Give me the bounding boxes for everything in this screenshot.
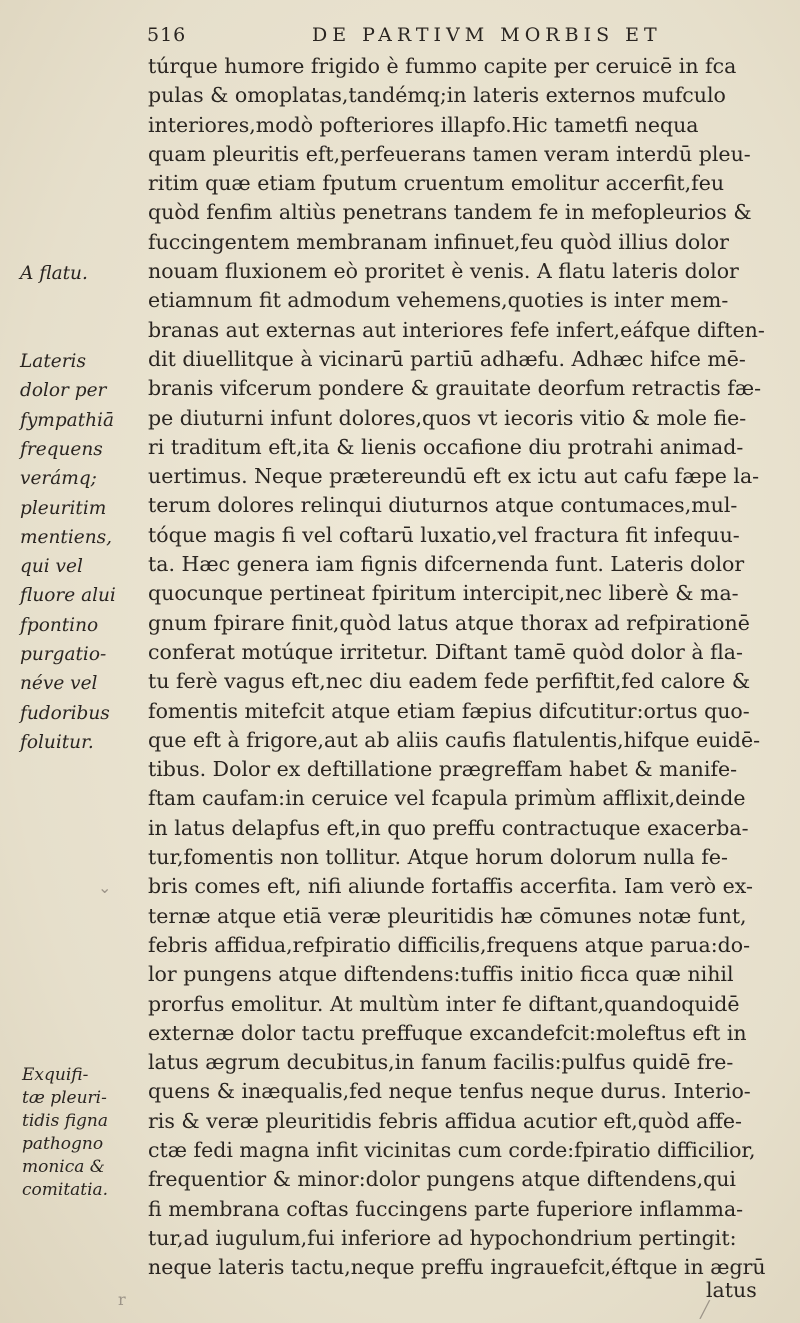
text-line: uertimus. Neque prætereundū eft ex ictu aut cafu fæpe la- (148, 464, 760, 489)
text-line: bris comes eft, nifi aliunde fortaffis accerfita. Iam verò ex- (148, 874, 753, 899)
text-line: ris & veræ pleuritidis febris affidua acutior eft,quòd affe- (148, 1108, 742, 1133)
text-line: prorfus emolitur. At multùm inter fe diftant,quandoquidē (148, 991, 740, 1016)
text-line: tur,ad iugulum,fui inferiore ad hypochondrium pertingit: (148, 1225, 737, 1250)
text-line: tur,fomentis non tollitur. Atque horum dolorum nulla fe- (148, 845, 728, 870)
text-line: túrque humore frigido è fummo capite per ceruicē in fca (148, 54, 737, 78)
margin-note-lower: monica & (22, 1157, 105, 1177)
text-line: dit diuellitque à vicinarū partiū adhæfu. Adhæc hifce mē- (148, 346, 746, 371)
margin-note: dolor per (20, 380, 107, 402)
text-line: lor pungens atque diftendens:tuffis initio ficca quæ nihil (148, 962, 734, 987)
text-line: terum dolores relinqui diuturnos atque contumaces,mul- (148, 493, 738, 518)
text-line: nouam fluxionem eò proritet è venis. A flatu lateris dolor (148, 259, 739, 284)
text-line: interiores,modò pofteriores illapfo.Hic tametfi nequa (148, 112, 699, 137)
text-line: pulas & omoplatas,tandémq;in lateris externos mufculo (148, 83, 726, 108)
text-line: quam pleuritis eft,perfeuerans tamen veram interdū pleu- (148, 141, 751, 166)
margin-note: A flatu. (20, 263, 88, 285)
margin-note: néve vel (20, 673, 98, 695)
text-line: branis vifcerum pondere & grauitate deorfum retractis fæ- (148, 376, 762, 401)
text-line: in latus delapfus eft,in quo preffu contractuque exacerba- (148, 815, 749, 840)
running-head: DE PARTIVM MORBIS ET (312, 24, 662, 46)
margin-note: pleuritim (20, 497, 107, 519)
text-line: tu ferè vagus eft,nec diu eadem fede perfiftit,fed calore & (148, 669, 751, 694)
margin-note: foluitur. (20, 731, 94, 753)
text-line: externæ dolor tactu preffuque excandefcit:moleftus eft in (148, 1020, 747, 1045)
text-line: fomentis mitefcit atque etiam fæpius difcutitur:ortus quo- (148, 698, 750, 723)
text-line: febris affidua,refpiratio difficilis,frequens atque parua:do- (148, 932, 751, 957)
text-line: branas aut externas aut interiores fefe infert,eáfque diften- (148, 317, 765, 342)
book-page: 516 DE PARTIVM MORBIS ET túrque humore frigido è fummo capite per ceruicē in fca pulas & omoplatas,tandémq;in lateris externos mufculo interiores,modò pofteriores illapfo.Hic tametfi nequa quam pleuritis eft,perfeuerans tamen veram interdū pleu- ritim quæ etiam fputum cruentum emolitur accerfit,feu quòd fenfim altiùs penetrans tandem fe in mefopleurios & fuccingentem membranam infinuet,feu quòd illius dolor nouam fluxionem eò proritet è venis. A flatu lateris dolor etiamnum fit admodum vehemens,quoties is inter mem- branas aut externas aut interiores fefe infert,eáfque diften- dit diuellitque à vicinarū partiū adhæfu. Adhæc hifce mē- branis vifcerum pondere & grauitate deorfum retractis fæ- pe diuturni infunt dolores,quos vt iecoris vitio & mole fie- ri traditum eft,ita & lienis occafione diu protrahi animad- uertimus. Neque prætereundū eft ex ictu aut cafu fæpe la- terum dolores relinqui diuturnos atque contumaces,mul- tóque magis fi vel coftarū luxatio,vel fractura fit infequu- ta. Hæc genera iam fignis difcernenda funt. Lateris dolor quocunque pertineat fpiritum intercipit,nec liberè & ma- gnum fpirare finit,quòd latus atque thorax ad refpirationē conferat motúque irritetur. Diftant tamē quòd dolor à fla- tu ferè vagus eft,nec diu eadem fede perfiftit,fed calore & fomentis mitefcit atque etiam fæpius difcutitur:ortus quo- que eft à frigore,aut ab aliis caufis flatulentis,hifque euidē- tibus. Dolor ex deftillatione prægreffam habet & manife- ftam caufam:in ceruice vel fcapula primùm afflixit,deinde in latus delapfus eft,in quo preffu contractuque exacerba- tur,fomentis non tollitur. Atque horum dolorum nulla fe- bris comes eft, nifi aliunde fortaffis accerfita. Iam verò ex- ternæ atque etiā veræ pleuritidis hæ cōmunes notæ funt, febris affidua,refpiratio difficilis,frequens atque parua:do- lor pungens atque diftendens:tuffis initio ficca quæ nihil prorfus emolitur. At multùm inter fe diftant,quandoquidē externæ dolor tactu preffuque excandefcit:moleftus eft in latus ægrum decubitus,in fanum facilis:pulfus quidē fre- quens & inæqualis,fed neque tenfus neque durus. Interio- ris & veræ pleuritidis febris affidua acutior eft,quòd affe- ctæ fedi magna infit vicinitas cum corde:fpiratio difficilior, frequentior & minor:dolor pungens atque diftendens,qui fi membrana coftas fuccingens parte fuperiore inflamma- tur,ad iugulum,fui inferiore ad hypochondrium pertingit: neque lateris tactu,neque preffu ingrauefcit,éftque in ægrū A flatu. Lateris dolor per fympathiā frequens verámq; pleuritim mentiens, qui vel fluore alui fpontino purgatio- néve vel fudoribus foluitur. Exquifi- tæ pleuri- tidis figna pathogno monica & comitatia. latus ⌄ r ╱ (0, 0, 800, 1323)
margin-note: Lateris (20, 351, 86, 372)
margin-note: verámq; (20, 468, 97, 490)
text-line: ri traditum eft,ita & lienis occafione diu protrahi animad- (148, 434, 744, 459)
margin-note-lower: tæ pleuri- (22, 1088, 107, 1108)
margin-note: purgatio- (20, 644, 107, 665)
main-text-column (148, 52, 790, 1282)
margin-note: mentiens, (20, 526, 112, 548)
text-line: quòd fenfim altiùs penetrans tandem fe in mefopleurios & (148, 200, 752, 225)
text-line: quocunque pertineat fpiritum intercipit,nec liberè & ma- (148, 581, 739, 606)
margin-note-lower: Exquifi- (22, 1065, 89, 1085)
text-line: tibus. Dolor ex deftillatione prægreffam habet & manife- (148, 757, 738, 782)
text-line: ta. Hæc genera iam fignis difcernenda funt. Lateris dolor (148, 552, 745, 577)
text-line: quens & inæqualis,fed neque tenfus neque durus. Interio- (148, 1079, 751, 1104)
text-line: frequentior & minor:dolor pungens atque diftendens,qui (148, 1167, 736, 1192)
margin-note: fpontino (20, 614, 99, 636)
text-line: latus ægrum decubitus,in fanum facilis:pulfus quidē fre- (148, 1050, 734, 1075)
margin-note-lower: tidis figna (22, 1111, 109, 1131)
text-line: neque lateris tactu,neque preffu ingrauefcit,éftque in ægrū (148, 1255, 766, 1280)
text-line: ternæ atque etiā veræ pleuritidis hæ cōmunes notæ funt, (148, 903, 747, 928)
text-line: tóque magis fi vel coftarū luxatio,vel fractura fit infequu- (148, 522, 740, 547)
text-line: que eft à frigore,aut ab aliis caufis flatulentis,hifque euidē- (148, 727, 761, 752)
catchword: latus (706, 1278, 757, 1302)
margin-note-lower: comitatia. (22, 1180, 109, 1200)
text-line: conferat motúque irritetur. Diftant tamē quòd dolor à fla- (148, 639, 743, 664)
page-header (147, 22, 787, 52)
margin-note: frequens (20, 438, 103, 460)
margin-note: fympathiā (20, 409, 115, 431)
text-line: fuccingentem membranam infinuet,feu quòd illius dolor (148, 229, 729, 254)
margin-note: fluore alui (20, 585, 116, 607)
margin-note-lower: pathogno (22, 1134, 104, 1154)
margin-note: qui vel (20, 556, 83, 578)
text-line: pe diuturni infunt dolores,quos vt iecoris vitio & mole fie- (148, 405, 747, 430)
page-number: 516 (147, 24, 187, 46)
text-line: ftam caufam:in ceruice vel fcapula primùm afflixit,deinde (148, 786, 746, 811)
text-line: etiamnum fit admodum vehemens,quoties is inter mem- (148, 288, 729, 313)
text-line: ctæ fedi magna infit vicinitas cum corde:fpiratio difficilior, (148, 1137, 756, 1162)
text-line: gnum fpirare finit,quòd latus atque thorax ad refpirationē (148, 610, 750, 635)
margin-note: fudoribus (20, 702, 110, 724)
text-line: ritim quæ etiam fputum cruentum emolitur accerfit,feu (148, 171, 725, 196)
text-line: fi membrana coftas fuccingens parte fuperiore inflamma- (148, 1196, 744, 1221)
